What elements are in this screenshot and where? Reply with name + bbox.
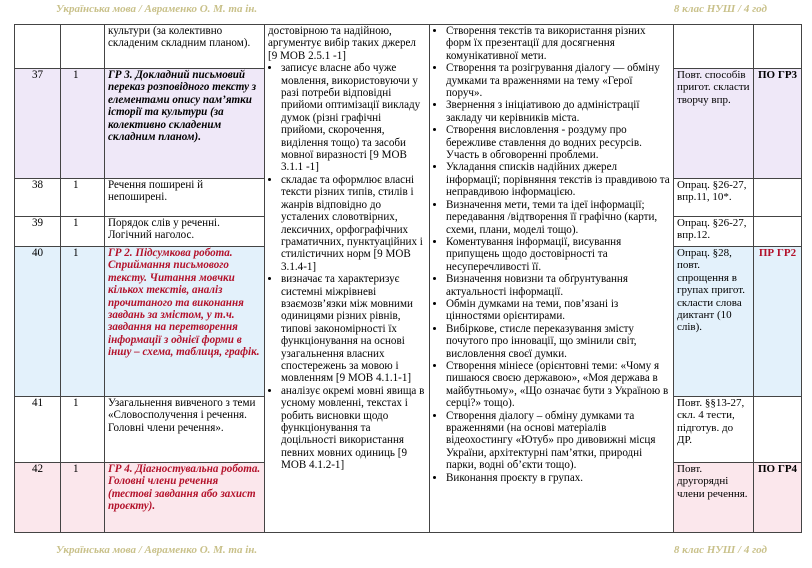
footer-left: Українська мова / Авраменко О. М. та ін. xyxy=(56,544,258,556)
outcome-item: • записує власне або чуже мовлення, використовуючи у разі потреби відповідні прийоми оптимізації викладу думок (різні графічні прийоми, скорочення, виділення тощо) та засоби мовної виразності [9 МОВ 3.1.1 -1] xyxy=(281,62,426,174)
assessment-code: ПО ГР3 xyxy=(754,69,802,179)
lesson-topic: ГР 3. Докладний письмовий переказ розповідного тексту з елементами опису пам’ятки історії та культури (за колективно складеним складним планом). xyxy=(105,69,265,179)
activity-item: • Визначення новизни та обґрунтування актуальності інформації. xyxy=(446,273,670,298)
lesson-topic: культури (за колективно складеним складним планом). xyxy=(105,25,265,69)
homework-cell: Опрац. §26-27, впр.11, 10*. xyxy=(674,179,754,217)
activity-item: • Створення мініесе (орієнтовні теми: «Чому я пишаюся своєю державою», «Моя держава в майбутньому», «Що означає бути з Україною в серці?» тощо). xyxy=(446,360,670,410)
activity-item: • Створення текстів та використання різних форм їх презентації для досягнення комунікативної мети. xyxy=(446,25,670,62)
homework-cell xyxy=(674,25,754,69)
homework-cell: Повт. способів пригот. скласти творчу впр. xyxy=(674,69,754,179)
assessment-code: ПР ГР2 xyxy=(754,247,802,397)
assessment-code xyxy=(754,397,802,463)
activity-item: • Укладання списків надійних джерел інформації; порівняння текстів із правдивою та неправдивою інформацією. xyxy=(446,161,670,198)
lesson-number: 38 xyxy=(15,179,61,217)
lesson-topic: Речення поширені й непоширені. xyxy=(105,179,265,217)
activity-item: • Визначення мети, теми та ідеї інформації; передавання /відтворення її графічно (карти, схеми, плани, моделі тощо). xyxy=(446,199,670,236)
homework-cell: Опрац. §28, повт. спрощення в групах пригот. скласти слова диктант (10 слів). xyxy=(674,247,754,397)
lesson-number: 42 xyxy=(15,463,61,533)
activity-item: • Створення та розігрування діалогу — обміну думками та враженнями на тему «Герої поруч». xyxy=(446,62,670,99)
lesson-hours: 1 xyxy=(61,69,105,179)
outcome-item: достовірною та надійною, аргументує вибір таких джерел [9 МОВ 2.5.1 -1] xyxy=(268,25,416,62)
homework-cell: Повт. §§13-27, скл. 4 тести, підготув. до ДР. xyxy=(674,397,754,463)
learning-outcomes-cell xyxy=(265,25,430,533)
lesson-hours: 1 xyxy=(61,463,105,533)
lesson-hours: 1 xyxy=(61,217,105,247)
lesson-number: 39 xyxy=(15,217,61,247)
lesson-topic: ГР 4. Діагностувальна робота. Головні члени речення (тестові завдання або захист проєкту). xyxy=(105,463,265,533)
lesson-topic: ГР 2. Підсумкова робота. Сприймання письмового тексту. Читання мовчки кількох текстів, аналіз прочитаного та виконання завдань за змістом, у т.ч. завдання на перетворення інформації з однієї форми в іншу – схема, таблиця, графік. xyxy=(105,247,265,397)
footer-right: 8 клас НУШ / 4 год xyxy=(673,544,767,556)
homework-cell: Повт. другорядні члени речення. xyxy=(674,463,754,533)
activity-item: • Створення висловлення - роздуму про бережливе ставлення до водних ресурсів. Участь в обговоренні проблеми. xyxy=(446,124,670,161)
lesson-hours xyxy=(61,25,105,69)
lesson-hours: 1 xyxy=(61,247,105,397)
activity-item: • Створення діалогу – обміну думками та враженнями (на основі матеріалів відеохостингу «Ютуб» про дивовижні місця України, архітектурні пам’ятки, природні парки, водні об’єкти тощо). xyxy=(446,410,670,472)
activity-item: • Обмін думками на теми, пов’язані із цінностями орієнтирами. xyxy=(446,298,670,323)
lesson-plan-table xyxy=(14,24,802,533)
assessment-code xyxy=(754,217,802,247)
activity-item: • Виконання проєкту в групах. xyxy=(446,472,670,484)
outcome-item: • визначає та характеризує системні міжрівневі взаємозв’язки між мовними одиницями різних рівнів, типові закономірності їх функціонування на основі узагальнення власних спостережень за мовою і мовленням [9 МОВ 4.1.1-1] xyxy=(281,273,426,385)
table-row xyxy=(15,25,802,69)
lesson-topic: Узагальнення вивченого з теми «Словосполучення і речення. Головні члени речення». xyxy=(105,397,265,463)
activity-item: • Коментування інформації, висування припущень щодо достовірності та несуперечливості її. xyxy=(446,236,670,273)
activities-cell xyxy=(430,25,674,533)
assessment-code xyxy=(754,179,802,217)
lesson-number: 37 xyxy=(15,69,61,179)
assessment-code xyxy=(754,25,802,69)
lesson-number: 40 xyxy=(15,247,61,397)
lesson-hours: 1 xyxy=(61,397,105,463)
lesson-number xyxy=(15,25,61,69)
outcome-item: • аналізує окремі мовні явища в усному мовленні, текстах і робить висновки щодо функціонування та доцільності використання певних мовних одиниць [9 МОВ 4.1.2-1] xyxy=(281,385,426,472)
lesson-number: 41 xyxy=(15,397,61,463)
activity-item: • Звернення з ініціативою до адміністрації закладу чи керівників міста. xyxy=(446,99,670,124)
outcome-item: • складає та оформлює власні тексти різних типів, стилів і жанрів відповідно до усталених словотвірних, лексичних, орфографічних граматичних, пунктуаційних і стилістичних норм [9 МОВ 3.1.4-1] xyxy=(281,174,426,273)
header-right: 8 клас НУШ / 4 год xyxy=(673,3,767,15)
header-left: Українська мова / Авраменко О. М. та ін. xyxy=(56,3,258,15)
assessment-code: ПО ГР4 xyxy=(754,463,802,533)
homework-cell: Опрац. §26-27, впр.12. xyxy=(674,217,754,247)
lesson-topic: Порядок слів у реченні. Логічний наголос. xyxy=(105,217,265,247)
lesson-hours: 1 xyxy=(61,179,105,217)
activity-item: • Вибіркове, стисле переказування змісту почутого про інновації, що змінили світ, висловлення своєї думки. xyxy=(446,323,670,360)
